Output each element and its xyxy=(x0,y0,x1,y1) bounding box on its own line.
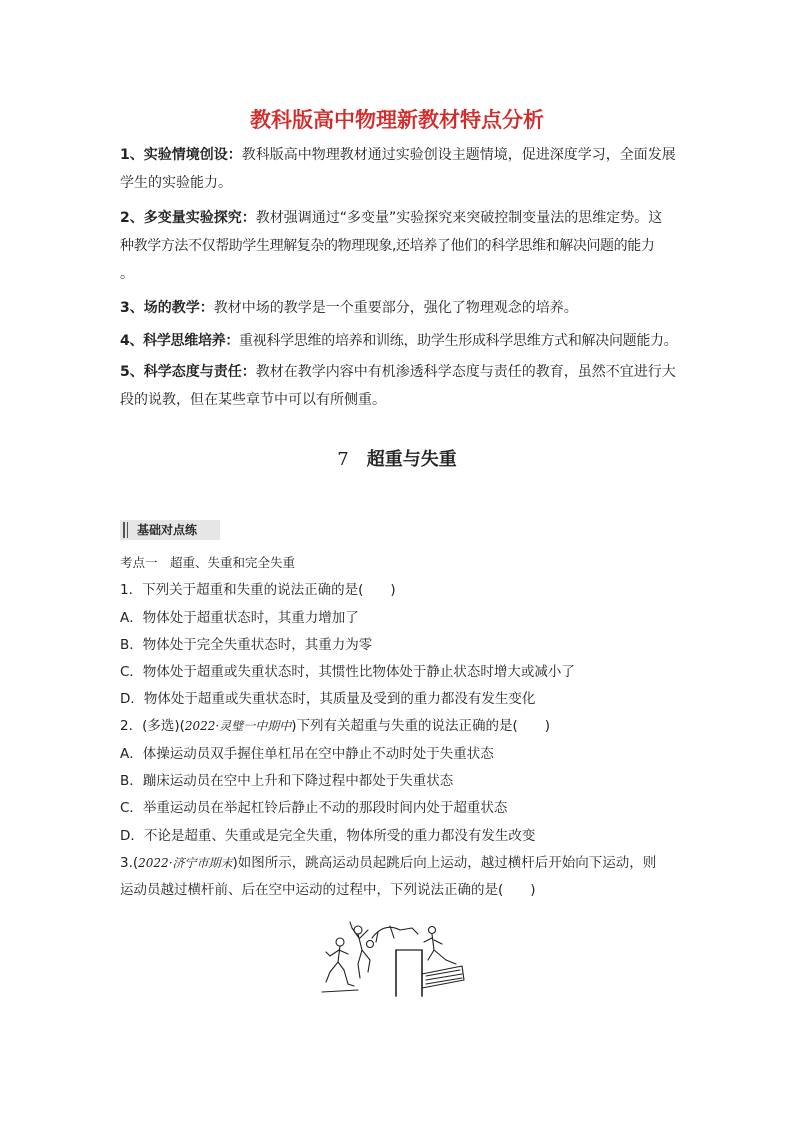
question-2-option-c: C．举重运动员在举起杠铃后静止不动的那段时间内处于超重状态 xyxy=(120,800,508,816)
question-3-stem xyxy=(120,853,690,873)
feature-3-label: 3、场的教学： xyxy=(120,300,214,316)
feature-2-text: 教材强调通过“多变量”实验探究来突破控制变量法的思维定势。这 xyxy=(255,210,663,226)
feature-5-text-cont: 段的说教，但在某些章节中可以有所侧重。 xyxy=(120,392,386,408)
question-3-source: 2022·济宁市期末 xyxy=(138,856,233,870)
question-1-option-a: A．物体处于超重状态时，其重力增加了 xyxy=(120,610,359,626)
feature-4 xyxy=(120,327,680,355)
question-3-stem-cont: 运动员越过横杆前、后在空中运动的过程中，下列说法正确的是( ) xyxy=(120,882,536,898)
question-1-option-d: D．物体处于超重或失重状态时，其质量及受到的重力都没有发生变化 xyxy=(120,691,536,707)
feature-1-text-cont: 学生的实验能力。 xyxy=(120,175,232,191)
feature-3 xyxy=(120,294,680,322)
feature-1-label: 1、实验情境创设： xyxy=(120,147,242,163)
practice-tag-label: 基础对点练 xyxy=(137,523,198,537)
feature-3-text: 教材中场的教学是一个重要部分，强化了物理观念的培养。 xyxy=(213,300,578,316)
question-2-suffix: )下列有关超重与失重的说法正确的是( ) xyxy=(291,718,551,734)
feature-2-text-end: 。 xyxy=(120,266,134,282)
kaodian-heading: 考点一 超重、失重和完全失重 xyxy=(120,555,296,570)
section-name: 超重与失重 xyxy=(366,449,457,470)
question-1-stem: 1．下列关于超重和失重的说法正确的是( ) xyxy=(120,582,396,598)
question-2-option-a: A．体操运动员双手握住单杠吊在空中静止不动时处于失重状态 xyxy=(120,746,494,762)
feature-2 xyxy=(120,204,680,288)
high-jump-figure xyxy=(318,920,468,1000)
question-1-option-b: B．物体处于完全失重状态时，其重力为零 xyxy=(120,637,373,653)
question-2-prefix: 2．(多选)( xyxy=(120,718,185,734)
question-1-option-c: C．物体处于超重或失重状态时，其惯性比物体处于静止状态时增大或减小了 xyxy=(120,664,575,680)
feature-2-text-cont: 种教学方法不仅帮助学生理解复杂的物理现象,还培养了他们的科学思维和解决问题的能力 xyxy=(120,238,655,254)
feature-1-text: 教科版高中物理教材通过实验创设主题情境，促进深度学习，全面发展 xyxy=(241,147,676,163)
question-3-prefix: 3.( xyxy=(120,855,139,871)
tag-bar-icon xyxy=(123,522,125,538)
question-2-option-d: D．不论是超重、失重或是完全失重，物体所受的重力都没有发生改变 xyxy=(120,828,536,844)
page-title: 教科版高中物理新教材特点分析 xyxy=(250,108,544,132)
section-title xyxy=(0,445,794,471)
feature-4-text: 重视科学思维的培养和训练，助学生形成科学思维方式和解决问题能力。 xyxy=(239,333,678,349)
tag-bar-icon-thin xyxy=(127,522,128,538)
practice-tag xyxy=(120,520,220,540)
feature-5 xyxy=(120,358,680,414)
feature-1 xyxy=(120,141,680,197)
question-3-suffix: )如图所示，跳高运动员起跳后向上运动，越过横杆后开始向下运动，则 xyxy=(232,855,657,871)
feature-5-label: 5、科学态度与责任： xyxy=(120,364,256,380)
question-2-source: 2022·灵璧一中期中 xyxy=(184,719,292,733)
feature-2-label: 2、多变量实验探究： xyxy=(120,210,256,226)
question-2-stem xyxy=(120,716,690,736)
section-number: 7 xyxy=(337,449,349,470)
question-2-option-b: B．蹦床运动员在空中上升和下降过程中都处于失重状态 xyxy=(120,773,454,789)
feature-5-text: 教材在教学内容中有机渗透科学态度与责任的教育，虽然不宜进行大 xyxy=(255,364,676,380)
feature-4-label: 4、科学思维培养： xyxy=(120,333,240,349)
